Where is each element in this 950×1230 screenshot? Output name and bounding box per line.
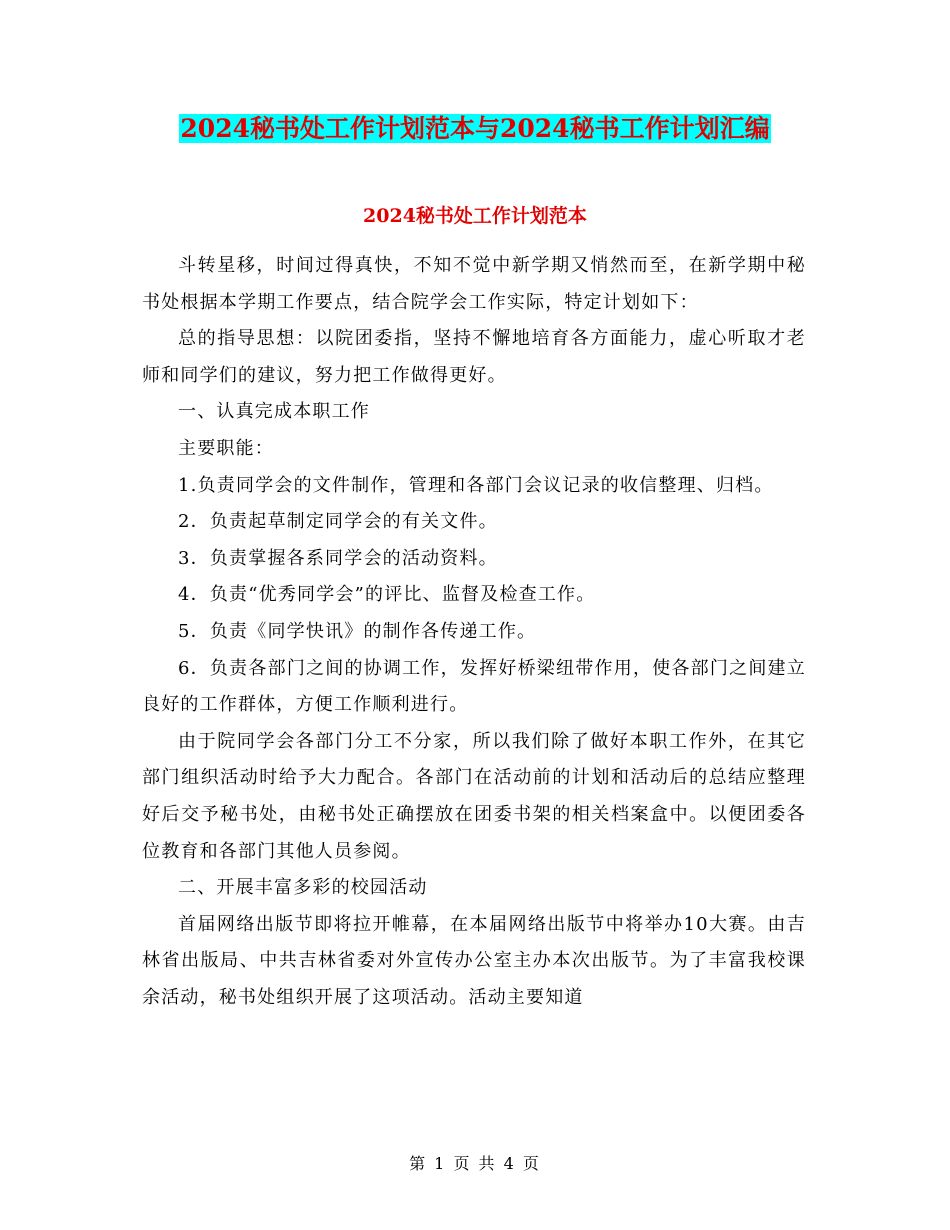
list-item: 5．负责《同学快讯》的制作各传递工作。 [178,620,537,642]
list-item: 4．负责“优秀同学会”的评比、监督及检查工作。 [178,584,596,606]
page-footer: 第 1 页 共 4 页 [409,1154,541,1173]
list-item: 1.负责同学会的文件制作，管理和各部门会议记录的收信整理、归档。 [178,474,774,496]
paragraph: 总的指导思想：以院团委指，坚持不懈地培育各方面能力，虚心听取才老师和同学们的建议，努力把工作做得更好。 [142,328,806,386]
heading-paragraph: 二、开展丰富多彩的校园活动 [178,877,428,899]
paragraph: 主要职能： [178,437,274,459]
document-title [0,112,950,146]
section-title: 2024秘书处工作计划范本 [363,205,587,227]
list-item: 2．负责起草制定同学会的有关文件。 [178,511,498,533]
heading-paragraph: 一、认真完成本职工作 [178,401,370,423]
paragraph: 由于院同学会各部门分工不分家，所以我们除了做好本职工作外，在其它部门组织活动时给予大力配合。各部门在活动前的计划和活动后的总结应整理好后交予秘书处，由秘书处正确摆放在团委书架的相关档案盒中。以便团委各位教育和各部门其他人员参阅。 [142,730,806,862]
document-body [142,248,806,1016]
list-item: 6．负责各部门之间的协调工作，发挥好桥梁纽带作用，使各部门之间建立良好的工作群体，方便工作顺利进行。 [142,657,806,716]
list-item: 3．负责掌握各系同学会的活动资料。 [178,547,498,569]
paragraph: 首届网络出版节即将拉开帷幕，在本届网络出版节中将举办10大赛。由吉林省出版局、中共吉林省委对外宣传办公室主办本次出版节。为了丰富我校课余活动，秘书处组织开展了这项活动。活动主要知道 [142,913,806,1008]
document-title-text: 2024秘书处工作计划范本与2024秘书工作计划汇编 [180,114,770,143]
paragraph: 斗转星移，时间过得真快，不知不觉中新学期又悄然而至，在新学期中秘书处根据本学期工作要点，结合院学会工作实际，特定计划如下： [142,255,806,313]
